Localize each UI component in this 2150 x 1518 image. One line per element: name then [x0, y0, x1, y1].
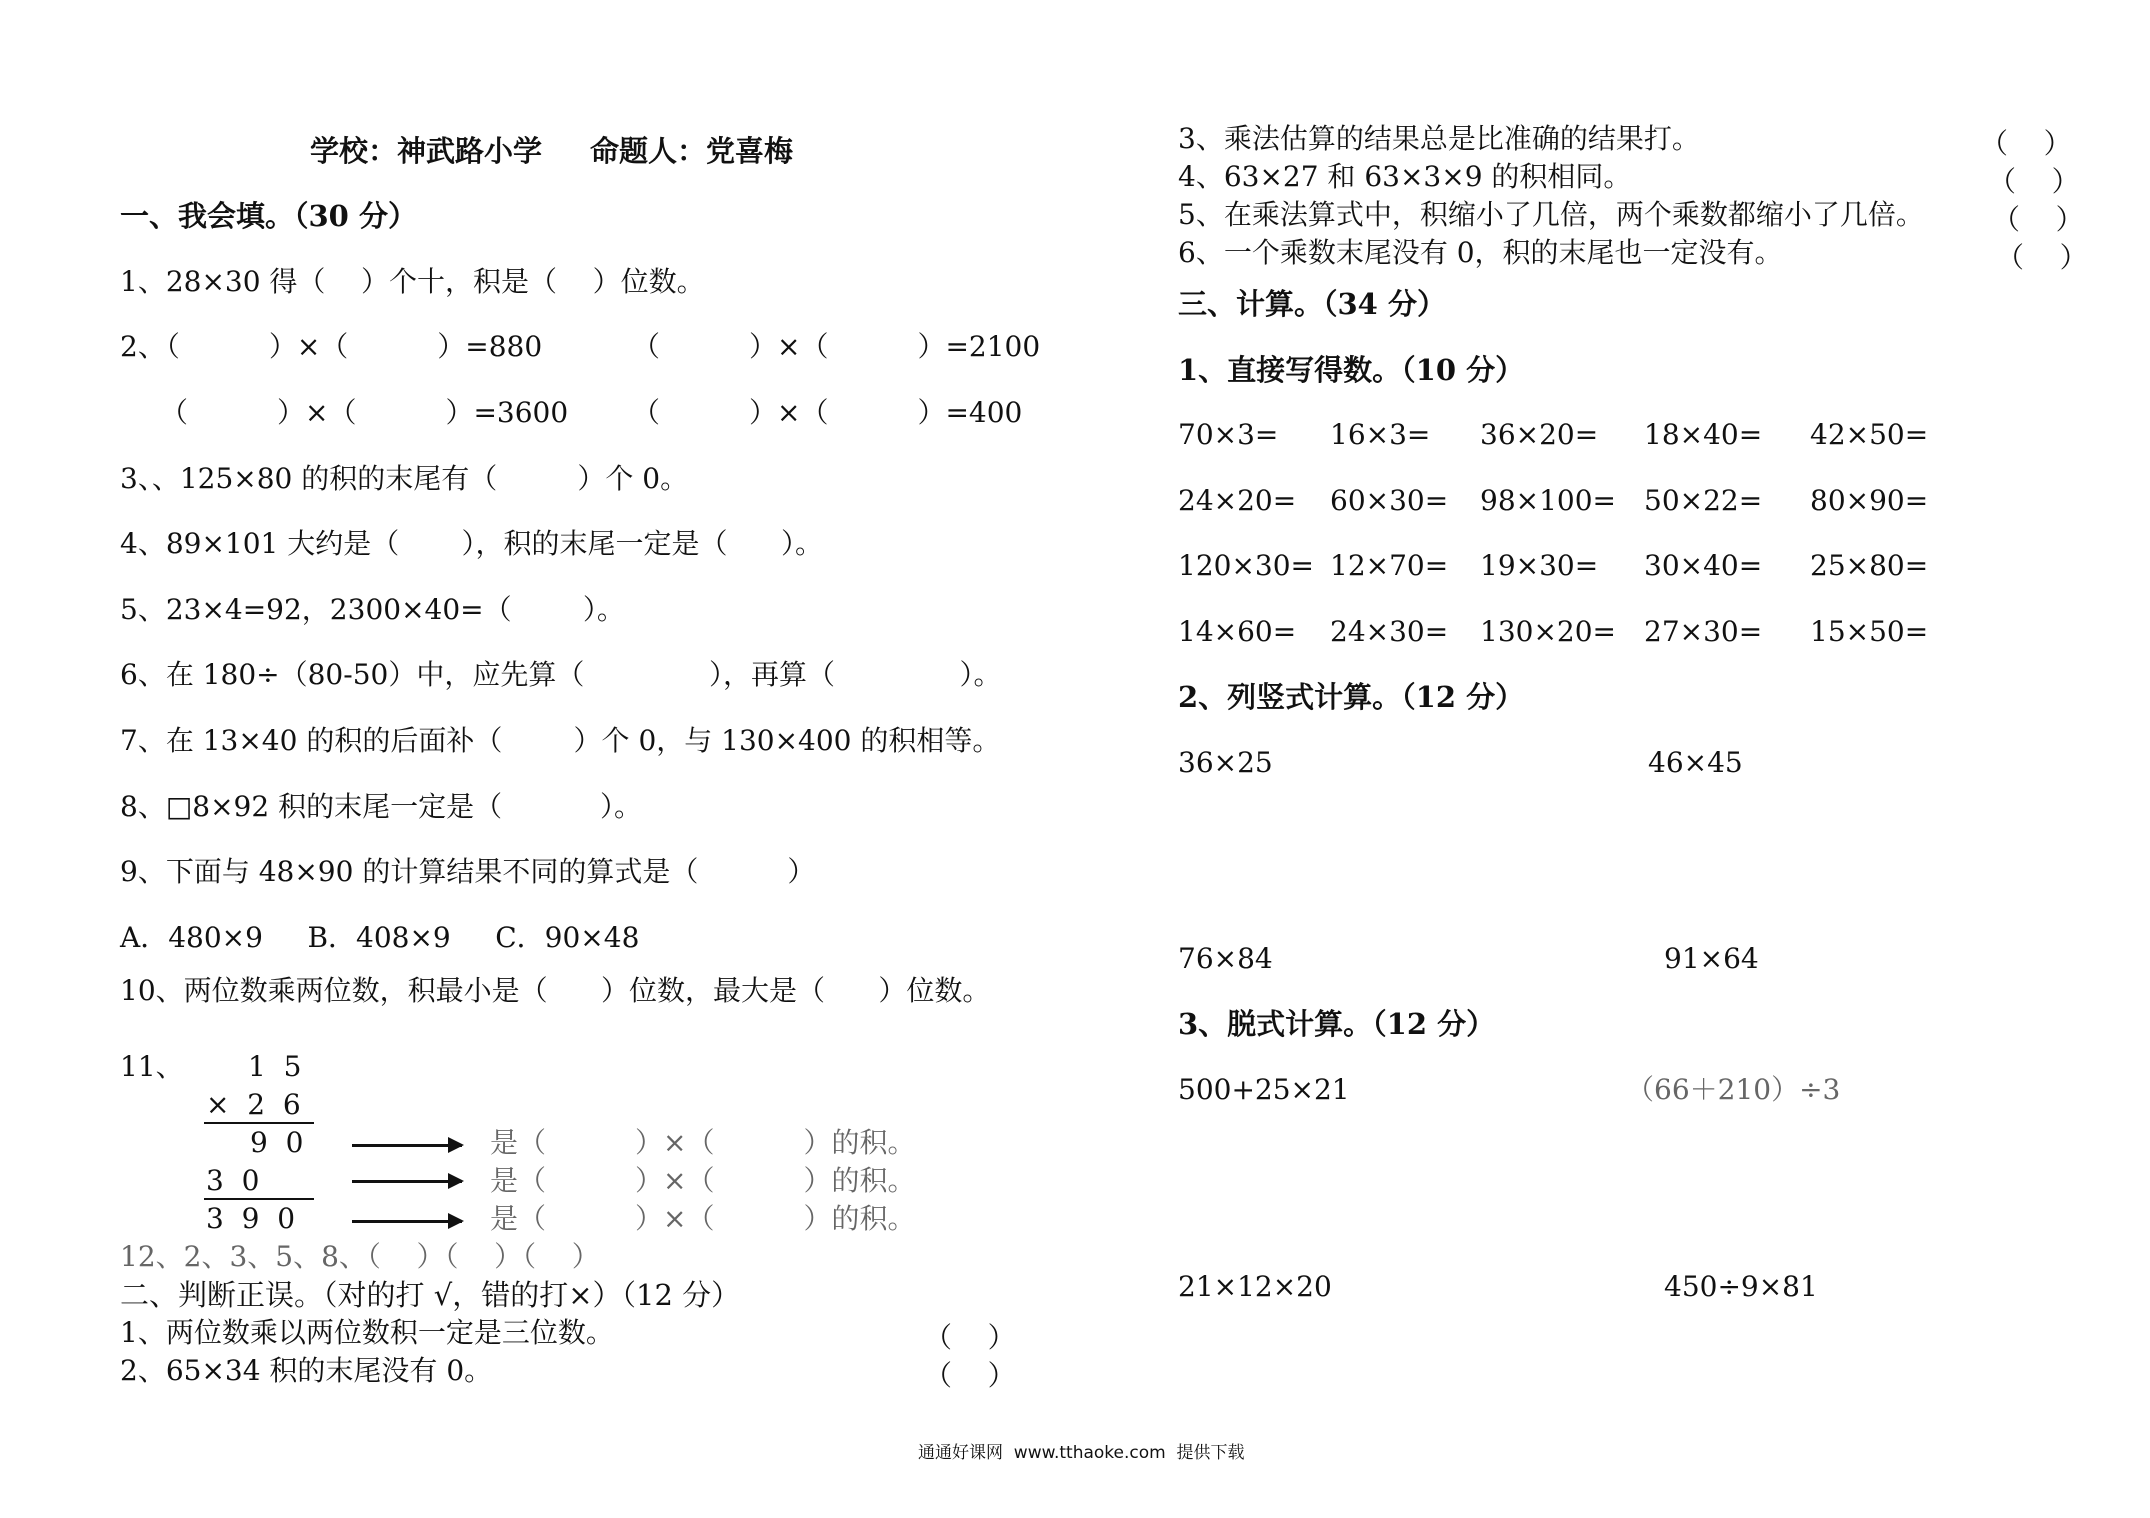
question-2a: 2、（ ）×（ ）=880 [120, 330, 543, 363]
mental-item: 42×50= [1810, 418, 1929, 451]
section3-sub3: 3、脱式计算。（12 分） [1178, 1007, 1496, 1041]
mental-item: 18×40= [1644, 418, 1763, 451]
mental-item: 27×30= [1644, 615, 1763, 648]
q11-underline-top [204, 1122, 314, 1124]
question-11-label: 11、 [120, 1050, 184, 1083]
mental-item: 70×3= [1178, 418, 1279, 451]
mental-item: 24×30= [1330, 615, 1449, 648]
vertical-item: 91×64 [1664, 942, 1759, 975]
mental-item: 14×60= [1178, 615, 1297, 648]
judge-paren-5: （ ） [1992, 203, 2084, 236]
judge-paren-3: （ ） [1980, 127, 2072, 160]
section2-title: 二、判断正误。（对的打 √，错的打×）（12 分） [120, 1278, 741, 1312]
q11-partial-1: 9 0 [250, 1126, 304, 1159]
stepwise-item: 500+25×21 [1178, 1073, 1350, 1106]
mental-item: 36×20= [1480, 418, 1599, 451]
mental-item: 120×30= [1178, 549, 1314, 582]
question-8: 8、□8×92 积的末尾一定是（ ）。 [120, 790, 642, 823]
mental-item: 60×30= [1330, 484, 1449, 517]
mental-item: 50×22= [1644, 484, 1763, 517]
question-10: 10、两位数乘两位数，积最小是（ ）位数，最大是（ ）位数。 [120, 974, 991, 1007]
question-5: 5、23×4=92，2300×40=（ ）。 [120, 593, 625, 626]
mental-item: 98×100= [1480, 484, 1616, 517]
footer-watermark: 通通好课网 www.tthaoke.com 提供下载 [918, 1443, 1245, 1463]
mental-item: 25×80= [1810, 549, 1929, 582]
section1-title: 一、我会填。（30 分） [120, 199, 417, 233]
question-12: 12、2、3、5、8、（ ）（ ）（ ） [120, 1240, 600, 1273]
vertical-item: 76×84 [1178, 942, 1273, 975]
mental-item: 130×20= [1480, 615, 1616, 648]
judge-item-5: 5、在乘法算式中，积缩小了几倍，两个乘数都缩小了几倍。 [1178, 198, 1924, 231]
question-7: 7、在 13×40 的积的后面补（ ）个 0，与 130×400 的积相等。 [120, 724, 1001, 757]
judge-paren-2: （ ） [924, 1359, 1016, 1392]
question-6: 6、在 180÷（80-50）中，应先算（ ），再算（ ）。 [120, 658, 1002, 691]
mental-item: 80×90= [1810, 484, 1929, 517]
q11-multiplicand: 1 5 [248, 1050, 302, 1083]
mental-item: 16×3= [1330, 418, 1431, 451]
vertical-item: 36×25 [1178, 746, 1273, 779]
section3-sub2: 2、列竖式计算。（12 分） [1178, 680, 1525, 714]
question-2c: （ ）×（ ）=3600 [160, 396, 569, 429]
stepwise-item: 21×12×20 [1178, 1270, 1332, 1303]
judge-item-2: 2、65×34 积的末尾没有 0。 [120, 1354, 493, 1387]
judge-paren-4: （ ） [1988, 165, 2080, 198]
arrow-icon [352, 1180, 462, 1183]
question-1: 1、28×30 得（ ）个十，积是（ ）位数。 [120, 265, 705, 298]
school-label: 学校：神武路小学 [310, 134, 543, 168]
question-9-options: A．480×9 B．408×9 C．90×48 [120, 921, 640, 954]
mental-item: 12×70= [1330, 549, 1449, 582]
judge-item-4: 4、63×27 和 63×3×9 的积相同。 [1178, 160, 1632, 193]
arrow-icon [352, 1144, 462, 1147]
mental-item: 19×30= [1480, 549, 1599, 582]
question-4: 4、89×101 大约是（ ），积的末尾一定是（ ）。 [120, 527, 823, 560]
question-2b: （ ）×（ ）=2100 [632, 330, 1041, 363]
arrow-icon [352, 1220, 462, 1223]
author-label: 命题人：党喜梅 [590, 134, 794, 168]
q11-answer-1: 是（ ）×（ ）的积。 [490, 1126, 916, 1159]
stepwise-item: （66＋210）÷3 [1626, 1073, 1841, 1106]
q11-partial-2: 3 0 [206, 1164, 260, 1197]
mental-item: 24×20= [1178, 484, 1297, 517]
q11-underline-bottom [204, 1198, 314, 1200]
mental-item: 15×50= [1810, 615, 1929, 648]
judge-paren-6: （ ） [1996, 241, 2088, 274]
q11-multiplier: × 2 6 [206, 1088, 301, 1121]
question-9: 9、下面与 48×90 的计算结果不同的算式是（ ） [120, 855, 816, 888]
judge-item-1: 1、两位数乘以两位数积一定是三位数。 [120, 1316, 614, 1349]
judge-paren-1: （ ） [924, 1321, 1016, 1354]
vertical-item: 46×45 [1648, 746, 1743, 779]
question-2d: （ ）×（ ）=400 [632, 396, 1023, 429]
q11-answer-3: 是（ ）×（ ）的积。 [490, 1202, 916, 1235]
stepwise-item: 450÷9×81 [1664, 1270, 1818, 1303]
q11-answer-2: 是（ ）×（ ）的积。 [490, 1164, 916, 1197]
mental-item: 30×40= [1644, 549, 1763, 582]
section3-sub1: 1、直接写得数。（10 分） [1178, 353, 1525, 387]
question-3: 3、、125×80 的积的末尾有（ ）个 0。 [120, 462, 689, 495]
section3-title: 三、计算。（34 分） [1178, 287, 1446, 321]
q11-product: 3 9 0 [206, 1202, 296, 1235]
judge-item-3: 3、乘法估算的结果总是比准确的结果打。 [1178, 122, 1700, 155]
judge-item-6: 6、一个乘数末尾没有 0，积的末尾也一定没有。 [1178, 236, 1783, 269]
